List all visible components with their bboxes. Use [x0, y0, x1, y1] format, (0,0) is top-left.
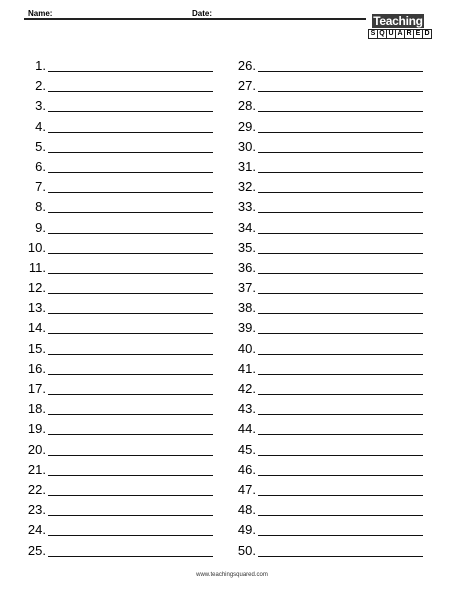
answer-line[interactable] [258, 354, 423, 355]
row-number: 43. [237, 401, 256, 417]
row-number: 28. [237, 98, 256, 114]
answer-row [22, 480, 222, 500]
answer-row [232, 278, 432, 298]
name-label: Name: [28, 9, 53, 18]
answer-line[interactable] [258, 192, 423, 193]
answer-row [232, 520, 432, 540]
logo-letter: A [396, 30, 405, 38]
answer-row [22, 137, 222, 157]
logo-letter: U [387, 30, 396, 38]
row-number: 22. [27, 481, 46, 497]
answer-row [232, 500, 432, 520]
row-number: 35. [237, 239, 256, 255]
row-number: 34. [237, 219, 256, 235]
worksheet-header [0, 0, 464, 40]
row-number: 4. [35, 118, 46, 134]
row-number: 23. [27, 502, 46, 518]
answer-row [22, 440, 222, 460]
answer-row [22, 379, 222, 399]
row-number: 36. [237, 259, 256, 275]
answer-row [22, 359, 222, 379]
answer-row [232, 541, 432, 561]
answer-line[interactable] [258, 394, 423, 395]
answer-row [22, 238, 222, 258]
answer-row [232, 258, 432, 278]
answer-row [22, 278, 222, 298]
row-number: 29. [237, 118, 256, 134]
logo-letter: R [405, 30, 414, 38]
answer-row [22, 298, 222, 318]
answer-line[interactable] [258, 556, 423, 557]
answer-line[interactable] [258, 434, 423, 435]
answer-line[interactable] [48, 455, 213, 456]
row-number: 31. [237, 158, 256, 174]
answer-row [232, 440, 432, 460]
answer-row [22, 76, 222, 96]
answer-row [232, 96, 432, 116]
answer-row [22, 56, 222, 76]
row-number: 26. [237, 58, 256, 73]
answer-row [232, 419, 432, 439]
answer-row [232, 56, 432, 76]
answer-row [232, 460, 432, 480]
answer-line[interactable] [48, 111, 213, 112]
logo-letter-row [368, 29, 432, 39]
row-number: 1. [35, 58, 46, 73]
answer-line[interactable] [258, 111, 423, 112]
answer-row [22, 157, 222, 177]
answer-line[interactable] [258, 273, 423, 274]
row-number: 44. [237, 421, 256, 437]
row-number: 2. [35, 78, 46, 94]
answer-row [232, 177, 432, 197]
answer-row [22, 117, 222, 137]
row-number: 33. [237, 199, 256, 215]
logo-letter: E [414, 30, 423, 38]
answer-line[interactable] [258, 455, 423, 456]
answer-row [22, 339, 222, 359]
answer-row [22, 258, 222, 278]
row-number: 32. [237, 179, 256, 195]
answer-line[interactable] [258, 293, 423, 294]
answer-line[interactable] [48, 233, 213, 234]
answer-line[interactable] [258, 212, 423, 213]
answer-line[interactable] [48, 132, 213, 133]
answer-line[interactable] [258, 91, 423, 92]
answer-row [22, 460, 222, 480]
row-number: 18. [27, 401, 46, 417]
answer-line[interactable] [48, 293, 213, 294]
row-number: 14. [27, 320, 46, 336]
row-number: 48. [237, 502, 256, 518]
row-number: 7. [35, 179, 46, 195]
answer-line[interactable] [258, 313, 423, 314]
row-number: 40. [237, 340, 256, 356]
answer-line[interactable] [48, 192, 213, 193]
answer-line[interactable] [48, 313, 213, 314]
row-number: 12. [27, 280, 46, 296]
answer-line[interactable] [258, 414, 423, 415]
row-number: 11. [28, 259, 46, 275]
row-number: 3. [35, 98, 46, 114]
answer-line[interactable] [48, 273, 213, 274]
row-number: 15. [27, 340, 46, 356]
row-number: 42. [237, 381, 256, 396]
right-column [232, 56, 432, 561]
answer-line[interactable] [48, 394, 213, 395]
answer-row [232, 157, 432, 177]
answer-row [232, 238, 432, 258]
answer-row [232, 137, 432, 157]
answer-line[interactable] [48, 152, 213, 153]
row-number: 8. [35, 199, 46, 215]
answer-line[interactable] [258, 535, 423, 536]
row-number: 47. [237, 481, 256, 497]
answer-row [22, 318, 222, 338]
answer-line[interactable] [48, 535, 213, 536]
logo-letter: D [424, 30, 430, 37]
answer-line[interactable] [258, 71, 423, 72]
row-number: 27. [237, 78, 256, 94]
answer-line[interactable] [258, 253, 423, 254]
row-number: 21. [27, 461, 46, 477]
answer-row [22, 541, 222, 561]
answer-line[interactable] [258, 333, 423, 334]
answer-row [232, 117, 432, 137]
answer-line[interactable] [258, 374, 423, 375]
answer-row [232, 218, 432, 238]
row-number: 6. [35, 158, 46, 174]
logo-letter: Q [378, 30, 387, 38]
answer-row [232, 379, 432, 399]
row-number: 24. [27, 522, 46, 538]
row-number: 5. [35, 138, 46, 154]
row-number: 13. [27, 300, 46, 316]
row-number: 17. [27, 381, 46, 396]
logo-letter: S [369, 30, 378, 38]
answer-row [22, 218, 222, 238]
answer-row [232, 197, 432, 217]
logo-top-text: Teaching [373, 14, 423, 28]
row-number: 38. [237, 300, 256, 316]
answer-line[interactable] [48, 475, 213, 476]
footer-url: www.teachingsquared.com [196, 572, 268, 578]
row-number: 16. [27, 360, 46, 376]
answer-line[interactable] [48, 354, 213, 355]
date-label: Date: [192, 9, 213, 18]
answer-line[interactable] [258, 132, 423, 133]
row-number: 41. [237, 360, 256, 376]
answer-line[interactable] [48, 556, 213, 557]
answer-row [22, 419, 222, 439]
answer-row [232, 76, 432, 96]
teaching-squared-logo [366, 10, 434, 40]
answer-line[interactable] [48, 414, 213, 415]
answer-row [22, 520, 222, 540]
row-number: 46. [237, 461, 256, 477]
row-number: 20. [27, 441, 46, 457]
answer-line[interactable] [258, 152, 423, 153]
answer-line[interactable] [48, 253, 213, 254]
answer-row [22, 500, 222, 520]
answer-line[interactable] [48, 71, 213, 72]
answer-line[interactable] [258, 495, 423, 496]
answer-line[interactable] [48, 434, 213, 435]
row-number: 39. [237, 320, 256, 336]
answer-row [232, 298, 432, 318]
row-number: 37. [237, 280, 256, 296]
answer-line[interactable] [48, 172, 213, 173]
row-number: 19. [27, 421, 46, 437]
answer-row [232, 339, 432, 359]
left-column [22, 56, 222, 561]
answer-line[interactable] [258, 475, 423, 476]
answer-line[interactable] [258, 172, 423, 173]
header-rule [24, 18, 366, 20]
answer-line[interactable] [258, 515, 423, 516]
row-number: 49. [237, 522, 256, 538]
row-number: 30. [237, 138, 256, 154]
row-number: 10. [27, 239, 46, 255]
answer-row [232, 318, 432, 338]
row-number: 50. [237, 542, 256, 558]
answer-line[interactable] [48, 91, 213, 92]
answer-row [232, 399, 432, 419]
answer-line[interactable] [48, 495, 213, 496]
answer-row [22, 177, 222, 197]
answer-line[interactable] [258, 233, 423, 234]
answer-row [22, 197, 222, 217]
answer-row [232, 359, 432, 379]
row-number: 9. [35, 219, 46, 235]
answer-row [22, 96, 222, 116]
row-number: 45. [237, 441, 256, 457]
answer-row [232, 480, 432, 500]
answer-line[interactable] [48, 374, 213, 375]
answer-row [22, 399, 222, 419]
row-number: 25. [27, 542, 46, 558]
answer-line[interactable] [48, 515, 213, 516]
answer-line[interactable] [48, 212, 213, 213]
answer-line[interactable] [48, 333, 213, 334]
